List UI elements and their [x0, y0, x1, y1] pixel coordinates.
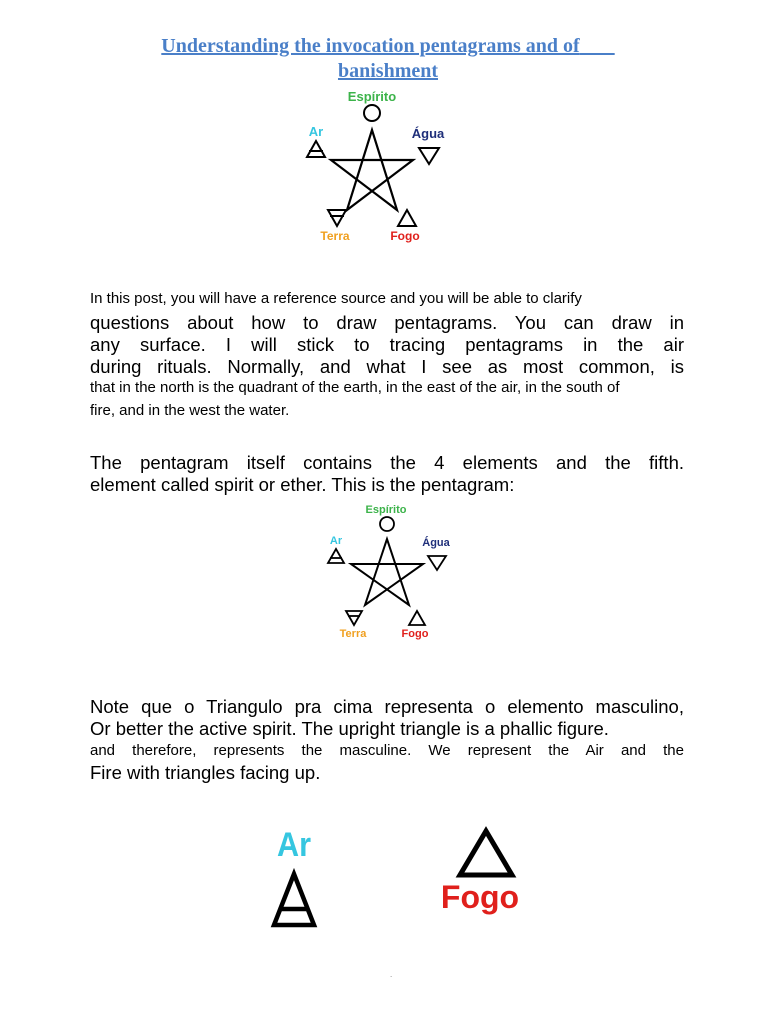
pentagram-figure-middle: [317, 501, 467, 643]
paragraph-intro-line: any surface. I will stick to tracing pentagrams in the air: [90, 334, 684, 355]
paragraph-intro-line: fire, and in the west the water.: [90, 402, 290, 419]
paragraph-intro-line: during rituals. Normally, and what I see as most common, is: [90, 356, 684, 377]
document-title: [120, 34, 656, 84]
pentagram-diagram-small: [317, 501, 467, 643]
air-symbol-label: Ar: [277, 825, 311, 864]
air-triangle-icon: [328, 549, 344, 563]
label-fire: Fogo: [401, 628, 429, 640]
label-air: Ar: [329, 535, 343, 547]
earth-triangle-icon: [328, 210, 346, 226]
paragraph-intro: [90, 289, 684, 421]
fire-triangle-icon: [398, 210, 416, 226]
label-spirit: Espírito: [365, 504, 407, 516]
paragraph-triangle-line: and therefore, represents the masculine. We represent the Air and the: [90, 742, 684, 759]
water-triangle-icon: [419, 148, 439, 164]
spirit-circle-icon: [364, 105, 380, 121]
paragraph-intro-line: In this post, you will have a reference source and you will be able to clarify: [90, 290, 582, 307]
pentagram-figure-top: [290, 86, 460, 246]
fire-symbol-label: Fogo: [440, 879, 520, 915]
air-large-triangle-icon: [274, 874, 314, 925]
title-line-1: Understanding the invocation pentagrams and of: [161, 35, 580, 57]
title-line-2: banishment: [337, 60, 439, 82]
air-triangle-icon: [307, 141, 325, 157]
footer-mark: .: [390, 970, 393, 979]
spirit-circle-icon: [380, 517, 394, 531]
label-water: Água: [411, 126, 445, 141]
paragraph-pentagram: [90, 452, 684, 496]
earth-triangle-icon: [346, 611, 362, 625]
paragraph-pentagram-line: The pentagram itself contains the 4 elements and the fifth.: [90, 452, 684, 473]
label-spirit: Espírito: [347, 89, 397, 104]
fire-symbol: [432, 826, 532, 922]
paragraph-triangle-line: Or better the active spirit. The upright triangle is a phallic figure.: [90, 718, 609, 739]
fire-symbol-figure: [432, 826, 532, 922]
label-air: Ar: [308, 124, 324, 139]
paragraph-intro-line: questions about how to draw pentagrams. You can draw in: [90, 312, 684, 333]
fire-triangle-icon: [409, 611, 425, 625]
water-triangle-icon: [428, 556, 446, 570]
paragraph-intro-line: that in the north is the quadrant of the earth, in the east of the air, in the south of: [90, 379, 620, 396]
paragraph-triangle: [90, 696, 684, 784]
fire-large-triangle-icon: [460, 831, 512, 875]
paragraph-triangle-line: Fire with triangles facing up.: [90, 762, 321, 783]
label-earth: Terra: [339, 628, 367, 640]
air-symbol-figure: [262, 818, 326, 930]
pentagram-star-icon: [331, 130, 413, 210]
air-symbol: [262, 818, 326, 930]
label-earth: Terra: [320, 229, 350, 243]
pentagram-diagram: [290, 86, 460, 246]
label-water: Água: [422, 537, 450, 549]
pentagram-star-icon: [351, 539, 423, 605]
label-fire: Fogo: [390, 229, 420, 243]
paragraph-pentagram-line: element called spirit or ether. This is the pentagram:: [90, 474, 515, 495]
paragraph-triangle-line: Note que o Triangulo pra cima representa o elemento masculino,: [90, 696, 684, 717]
